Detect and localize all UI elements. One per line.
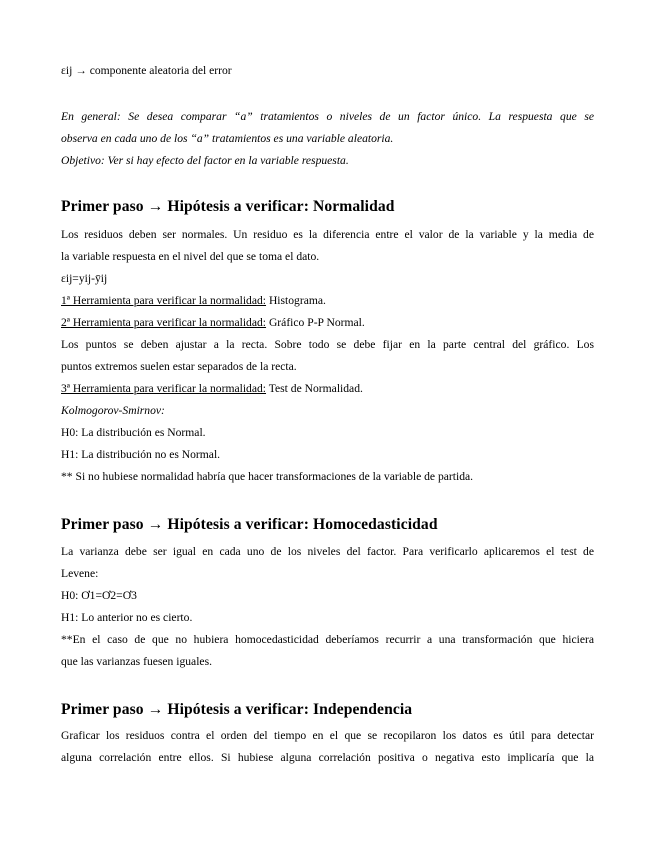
residuals-text-line-1: Los residuos deben ser normales. Un residuo es la diferencia entre el valor de la variable y la media de xyxy=(61,228,594,241)
tool-1 xyxy=(61,290,594,312)
heading-normalidad: Primer paso → Hipótesis a verificar: Normalidad xyxy=(61,198,395,215)
tool-3 xyxy=(61,378,594,400)
general-text-line-2: observa en cada uno de los “a” tratamientos es una variable aleatoria. xyxy=(61,132,394,145)
ks-test-label: Kolmogorov-Smirnov: xyxy=(61,404,165,417)
section-normalidad-body xyxy=(61,224,594,488)
tool-1-value: Histograma. xyxy=(268,294,326,307)
points-text-line-2: puntos extremos suelen estar separados de la recta. xyxy=(61,360,297,373)
variance-text-line-1: La varianza debe ser igual en cada uno de los niveles del factor. Para verificarlo aplicaremos el test de xyxy=(61,545,594,558)
tool-2-label: 2ª Herramienta para verificar la normalidad: xyxy=(61,316,267,329)
h0-normal: H0: La distribución es Normal. xyxy=(61,426,206,439)
tool-1-label: 1ª Herramienta para verificar la normalidad: xyxy=(61,294,267,307)
heading-independencia: Primer paso → Hipótesis a verificar: Independencia xyxy=(61,701,413,718)
h0-variances: H0: Ơ1=Ơ2=Ơ3 xyxy=(61,589,137,602)
tool-2-value: Gráfico P-P Normal. xyxy=(268,316,365,329)
section-independencia-body xyxy=(61,725,594,769)
general-paragraph xyxy=(61,106,594,172)
normal-note: ** Si no hubiese normalidad habría que hacer transformaciones de la variable de partida. xyxy=(61,470,474,483)
heading-homocedasticidad: Primer paso → Hipótesis a verificar: Homocedasticidad xyxy=(61,516,438,533)
h1-normal: H1: La distribución no es Normal. xyxy=(61,448,221,461)
objective-text: Objetivo: Ver si hay efecto del factor en la variable respuesta. xyxy=(61,154,349,167)
residuals-text-line-2: la variable respuesta en el nivel del que se toma el dato. xyxy=(61,250,320,263)
tool-2 xyxy=(61,312,594,334)
general-text-line-1: En general: Se desea comparar “a” tratamientos o niveles de un factor único. La respuesta que se xyxy=(61,110,594,123)
tool-3-label: 3ª Herramienta para verificar la normalidad: xyxy=(61,382,267,395)
residual-formula: εij=yij-ȳij xyxy=(61,272,108,285)
tool-3-value: Test de Normalidad. xyxy=(268,382,363,395)
homocedasticity-note-line-2: que las varianzas fuesen iguales. xyxy=(61,655,212,668)
h1-variances: H1: Lo anterior no es cierto. xyxy=(61,611,193,624)
independence-text-line-2: alguna correlación entre ellos. Si hubiese alguna correlación positiva o negativa esto implicaría que la xyxy=(61,751,594,764)
points-text-line-1: Los puntos se deben ajustar a la recta. Sobre todo se debe fijar en la parte central del gráfico. Los xyxy=(61,338,594,351)
eij-definition: εij → componente aleatoria del error xyxy=(61,64,232,77)
variance-text-line-2: Levene: xyxy=(61,567,99,580)
independence-text-line-1: Graficar los residuos contra el orden del tiempo en el que se recopilaron los datos es útil para detectar xyxy=(61,729,594,742)
homocedasticity-note-line-1: **En el caso de que no hubiera homocedasticidad deberíamos recurrir a una transformación que hiciera xyxy=(61,633,594,646)
section-homocedasticidad-body xyxy=(61,541,594,673)
